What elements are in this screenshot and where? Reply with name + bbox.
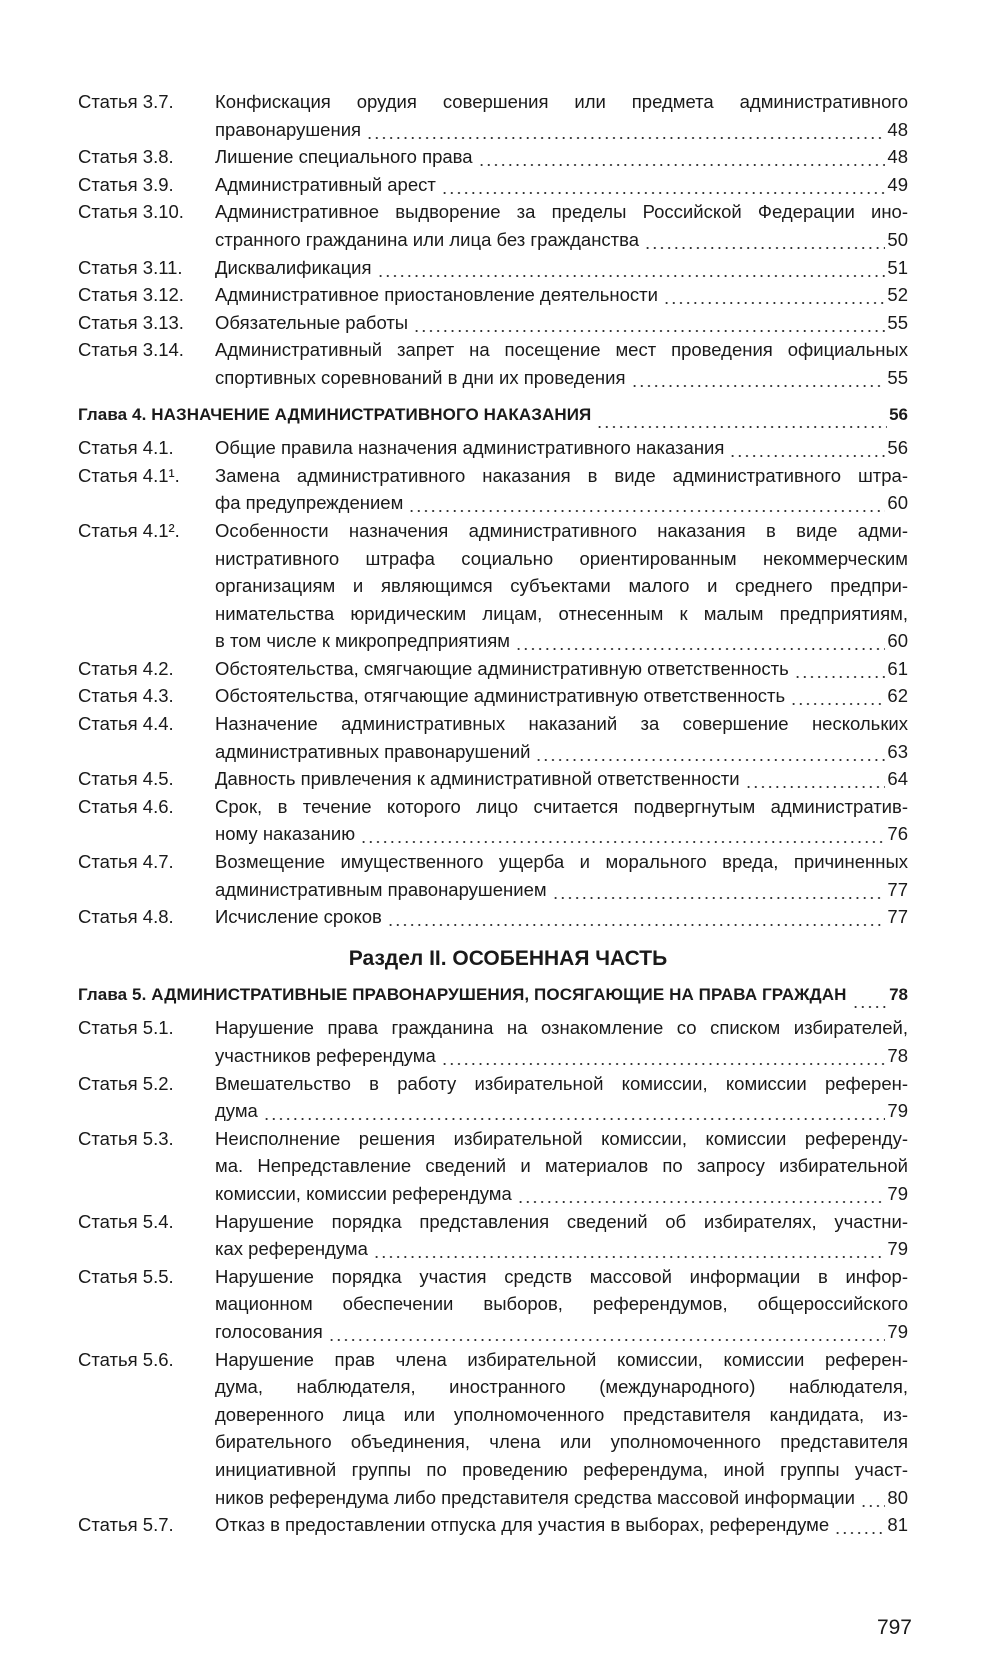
toc-entry <box>78 1511 908 1539</box>
leader-dots <box>375 254 886 282</box>
article-number: Статья 3.8. <box>78 146 174 168</box>
leader-dots <box>326 1318 886 1346</box>
page-ref: 80 <box>887 1486 908 1508</box>
page-ref: 78 <box>887 1045 908 1066</box>
chapter-title: Глава 5. АДМИНИСТРАТИВНЫЕ ПРАВОНАРУШЕНИЯ, ПОСЯГАЮЩИЕ НА ПРАВА ГРАЖДАН <box>78 984 847 1004</box>
leader-dots <box>411 309 885 337</box>
title-line: Особенности назначения административного наказания в виде адми- <box>215 519 908 541</box>
title-line: Возмещение имущественного ущерба и морального вреда, причиненных <box>215 851 908 873</box>
article-number: Статья 3.14. <box>78 339 184 361</box>
article-title <box>215 1014 908 1069</box>
title-last-line <box>215 876 908 904</box>
leader-dots <box>439 1042 886 1070</box>
article-number: Статья 4.8. <box>78 906 174 928</box>
article-title <box>215 254 908 282</box>
page-ref: 81 <box>887 1514 908 1536</box>
toc-entry <box>78 682 908 710</box>
article-title <box>215 655 908 683</box>
title-text: спортивных соревнований в дни их проведения <box>215 366 626 388</box>
page-ref: 62 <box>887 685 908 707</box>
title-line: Неисполнение решения избирательной комиссии, комиссии референду- <box>215 1127 908 1149</box>
title-text: Дисквалификация <box>215 256 372 278</box>
page-ref: 52 <box>887 284 908 306</box>
title-last-line <box>215 903 908 931</box>
article-number: Статья 3.13. <box>78 311 184 333</box>
article-title <box>215 765 908 793</box>
article-number: Статья 5.6. <box>78 1348 174 1370</box>
title-text: в том числе к микропредприятиям <box>215 630 510 652</box>
title-text: дума <box>215 1100 258 1122</box>
title-last-line <box>215 226 908 254</box>
toc-entry <box>78 710 908 765</box>
toc-entry <box>78 517 908 655</box>
title-last-line <box>215 738 908 766</box>
page-ref: 60 <box>887 630 908 652</box>
toc-entry <box>78 254 908 282</box>
toc-entry <box>78 281 908 309</box>
article-title <box>215 903 908 931</box>
page-ref: 55 <box>887 366 908 388</box>
leader-dots <box>727 434 885 462</box>
article-number: Статья 5.4. <box>78 1210 174 1232</box>
toc-entry <box>78 336 908 391</box>
article-title <box>215 710 908 765</box>
leader-dots <box>439 171 886 199</box>
leader-dots <box>642 226 885 254</box>
title-line: Нарушение прав члена избирательной комиссии, комиссии референ- <box>215 1348 908 1370</box>
article-title <box>215 434 908 462</box>
toc-entry <box>78 848 908 903</box>
title-last-line <box>215 1318 908 1346</box>
title-text: Исчисление сроков <box>215 906 382 928</box>
title-last-line <box>215 309 908 337</box>
article-number: Статья 4.6. <box>78 795 174 817</box>
article-number: Статья 4.1². <box>78 519 180 541</box>
title-text: Административный арест <box>215 173 436 195</box>
title-last-line <box>215 489 908 517</box>
title-text: Отказ в предоставлении отпуска для участия в выборах, референдуме <box>215 1514 830 1536</box>
page-ref: 79 <box>887 1100 908 1122</box>
article-title <box>215 848 908 903</box>
title-text: Обстоятельства, отягчающие административную ответственность <box>215 685 786 707</box>
title-last-line <box>215 820 908 848</box>
title-text: правонарушения <box>215 118 362 140</box>
article-title <box>215 1070 908 1125</box>
leader-dots <box>476 143 886 171</box>
chapter-page: 56 <box>889 404 908 424</box>
title-last-line <box>215 281 908 309</box>
section-title: Раздел II. ОСОБЕННАЯ ЧАСТЬ <box>348 946 668 970</box>
title-last-line <box>215 627 908 655</box>
title-text: ному наказанию <box>215 823 356 845</box>
page-ref: 51 <box>887 256 908 278</box>
leader-dots <box>858 1484 885 1512</box>
toc-entry <box>78 143 908 171</box>
leader-dots <box>406 489 885 517</box>
title-text: странного гражданина или лица без гражданства <box>215 228 640 250</box>
page-ref: 79 <box>887 1320 908 1342</box>
title-text: Обязательные работы <box>215 311 409 333</box>
page-ref: 79 <box>887 1182 908 1204</box>
title-line: ма. Непредставление сведений и материалов по запросу избирательной <box>215 1155 908 1177</box>
article-number: Статья 5.3. <box>78 1127 174 1149</box>
title-last-line <box>215 655 908 683</box>
article-number: Статья 3.10. <box>78 201 184 223</box>
article-number: Статья 3.7. <box>78 91 174 112</box>
title-last-line <box>215 765 908 793</box>
toc-entry <box>78 198 908 253</box>
toc-entry <box>78 1125 908 1208</box>
title-text: Давность привлечения к административной ответственности <box>215 768 740 790</box>
leader-dots <box>850 985 888 1013</box>
leader-dots <box>533 738 885 766</box>
article-title <box>215 793 908 848</box>
article-title <box>215 1263 908 1346</box>
title-text: административных правонарушений <box>215 740 531 762</box>
title-last-line <box>215 1180 908 1208</box>
leader-dots <box>371 1235 886 1263</box>
title-line: Административное выдворение за пределы Российской Федерации ино- <box>215 201 908 223</box>
title-line: Административный запрет на посещение мест проведения официальных <box>215 339 908 361</box>
article-number: Статья 3.9. <box>78 173 174 195</box>
toc-entry <box>78 1346 908 1512</box>
chapter-page: 78 <box>889 984 908 1004</box>
article-title <box>215 1208 908 1263</box>
article-title <box>215 682 908 710</box>
table-of-contents <box>78 88 908 1539</box>
title-line: Нарушение порядка участия средств массовой информации в инфор- <box>215 1265 908 1287</box>
article-title <box>215 1125 908 1208</box>
toc-group-chapter-3 <box>78 88 908 392</box>
article-number: Статья 5.1. <box>78 1017 174 1039</box>
toc-group-chapter-4 <box>78 434 908 931</box>
title-last-line <box>215 682 908 710</box>
chapter-5-heading <box>78 985 908 1013</box>
article-number: Статья 5.2. <box>78 1072 174 1094</box>
title-last-line <box>215 1511 908 1539</box>
title-line: Назначение административных наказаний за совершение нескольких <box>215 713 908 735</box>
title-last-line <box>215 364 908 392</box>
article-title <box>215 462 908 517</box>
chapter-4-heading <box>78 405 908 433</box>
toc-entry <box>78 1014 908 1069</box>
title-last-line <box>215 1097 908 1125</box>
leader-dots <box>661 281 885 309</box>
title-line: инициативной группы по проведению референдума, иной группы участ- <box>215 1458 908 1480</box>
title-text: Административное приостановление деятельности <box>215 284 658 306</box>
leader-dots <box>358 820 885 848</box>
page-ref: 55 <box>887 311 908 333</box>
page-ref: 79 <box>887 1238 908 1260</box>
title-last-line <box>215 171 908 199</box>
title-line: доверенного лица или уполномоченного представителя кандидата, из- <box>215 1403 908 1425</box>
title-last-line <box>215 434 908 462</box>
toc-entry <box>78 434 908 462</box>
title-line: Вмешательство в работу избирательной комиссии, комиссии референ- <box>215 1072 908 1094</box>
title-text: Лишение специального права <box>215 146 473 168</box>
article-title <box>215 309 908 337</box>
toc-entry <box>78 171 908 199</box>
title-text: административным правонарушением <box>215 878 547 900</box>
article-number: Статья 4.4. <box>78 713 174 735</box>
article-number: Статья 4.1¹. <box>78 464 180 486</box>
article-number: Статья 3.11. <box>78 256 183 278</box>
title-line: Срок, в течение которого лицо считается подвергнутым административ- <box>215 795 908 817</box>
title-last-line <box>215 1484 908 1512</box>
article-number: Статья 4.3. <box>78 685 174 707</box>
article-title <box>215 1511 908 1539</box>
leader-dots <box>385 903 886 931</box>
leader-dots <box>792 655 886 683</box>
title-text: ках референдума <box>215 1238 368 1260</box>
article-number: Статья 4.5. <box>78 768 174 790</box>
title-text: комиссии, комиссии референдума <box>215 1182 512 1204</box>
page-ref: 50 <box>887 228 908 250</box>
article-number: Статья 4.7. <box>78 851 174 873</box>
toc-entry <box>78 903 908 931</box>
title-text: Обстоятельства, смягчающие административную ответственность <box>215 657 789 679</box>
leader-dots <box>594 405 887 433</box>
article-number: Статья 4.2. <box>78 657 174 679</box>
title-text: фа предупреждением <box>215 492 404 514</box>
title-line: Замена административного наказания в виде административного штра- <box>215 464 908 486</box>
title-last-line <box>215 143 908 171</box>
toc-group-chapter-5 <box>78 1014 908 1538</box>
article-number: Статья 5.7. <box>78 1514 174 1536</box>
title-last-line <box>215 1235 908 1263</box>
article-title <box>215 198 908 253</box>
toc-entry <box>78 1263 908 1346</box>
article-title <box>215 143 908 171</box>
page-ref: 77 <box>887 906 908 928</box>
title-line: организациям и являющимся субъектами малого и среднего предпри- <box>215 575 908 597</box>
title-line: Нарушение права гражданина на ознакомление со списком избирателей, <box>215 1017 908 1039</box>
leader-dots <box>832 1511 885 1539</box>
article-title <box>215 1346 908 1512</box>
title-line: Конфискация орудия совершения или предмета административного <box>215 91 908 112</box>
title-last-line <box>215 254 908 282</box>
leader-dots <box>261 1097 886 1125</box>
leader-dots <box>513 627 885 655</box>
toc-entry <box>78 655 908 683</box>
leader-dots <box>743 765 886 793</box>
page-ref: 48 <box>887 146 908 168</box>
title-last-line <box>215 116 908 144</box>
article-number: Статья 5.5. <box>78 1265 174 1287</box>
article-number: Статья 3.12. <box>78 284 184 306</box>
title-line: мационном обеспечении выборов, референдумов, общероссийского <box>215 1293 908 1315</box>
article-title <box>215 281 908 309</box>
title-line: дума, наблюдателя, иностранного (международного) наблюдателя, <box>215 1376 908 1398</box>
toc-entry <box>78 309 908 337</box>
title-text: ников референдума либо представителя средства массовой информации <box>215 1486 855 1508</box>
title-last-line <box>215 1042 908 1070</box>
title-line: Нарушение порядка представления сведений об избирателях, участни- <box>215 1210 908 1232</box>
toc-entry <box>78 793 908 848</box>
page-ref: 76 <box>887 823 908 845</box>
title-line: бирательного объединения, члена или уполномоченного представителя <box>215 1431 908 1453</box>
page-ref: 63 <box>887 740 908 762</box>
leader-dots <box>788 682 885 710</box>
article-title <box>215 336 908 391</box>
leader-dots <box>550 876 886 904</box>
toc-entry <box>78 1208 908 1263</box>
article-number: Статья 4.1. <box>78 437 174 459</box>
page-number: 797 <box>876 1616 912 1639</box>
title-line: нимательства юридическим лицам, отнесенным к малым предприятиям, <box>215 602 908 624</box>
toc-entry <box>78 1070 908 1125</box>
page-ref: 61 <box>887 657 908 679</box>
article-title <box>215 171 908 199</box>
page-ref: 60 <box>887 492 908 514</box>
page-ref: 56 <box>887 437 908 459</box>
page-ref: 48 <box>887 118 908 140</box>
toc-entry <box>78 765 908 793</box>
toc-entry <box>78 88 908 143</box>
article-title <box>215 88 908 143</box>
title-text: Общие правила назначения административного наказания <box>215 437 725 459</box>
page-ref: 64 <box>887 768 908 790</box>
leader-dots <box>364 116 885 144</box>
title-line: нистративного штрафа социально ориентированным некоммерческим <box>215 547 908 569</box>
title-text: участников референдума <box>215 1045 436 1066</box>
chapter-title: Глава 4. НАЗНАЧЕНИЕ АДМИНИСТРАТИВНОГО НАКАЗАНИЯ <box>78 404 592 424</box>
article-title <box>215 517 908 655</box>
page-ref: 49 <box>887 173 908 195</box>
title-text: голосования <box>215 1320 323 1342</box>
leader-dots <box>515 1180 886 1208</box>
leader-dots <box>629 364 886 392</box>
page-ref: 77 <box>887 878 908 900</box>
toc-entry <box>78 462 908 517</box>
